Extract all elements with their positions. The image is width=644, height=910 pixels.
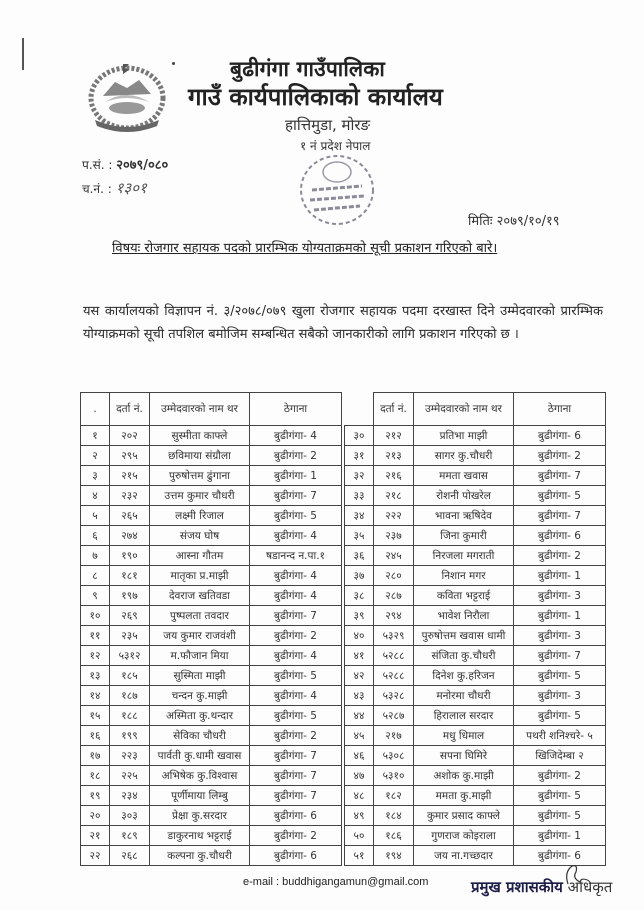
table-row bbox=[345, 766, 606, 786]
row-candidate-name: जय ना.गच्छदार bbox=[414, 846, 514, 866]
row-address: बुढीगंगा- 2 bbox=[514, 446, 606, 466]
row-candidate-name: निरजला मगराती bbox=[414, 546, 514, 566]
table-row bbox=[81, 546, 342, 566]
row-reg-no: २६८ bbox=[110, 846, 150, 866]
row-index: १ bbox=[81, 426, 110, 446]
row-reg-no: ५२८७ bbox=[374, 706, 414, 726]
row-address: बुढीगंगा- 6 bbox=[514, 526, 606, 546]
row-candidate-name: जय कुमार राजवंशी bbox=[150, 626, 250, 646]
table-row bbox=[345, 666, 606, 686]
row-reg-no: २३४ bbox=[110, 786, 150, 806]
row-address: बुढीगंगा- 4 bbox=[250, 526, 342, 546]
row-index: १३ bbox=[81, 666, 110, 686]
row-reg-no: २२५ bbox=[110, 766, 150, 786]
row-index: ३८ bbox=[345, 586, 374, 606]
row-reg-no: ५३१० bbox=[374, 766, 414, 786]
table-row bbox=[81, 726, 342, 746]
row-reg-no: २०२ bbox=[110, 426, 150, 446]
row-candidate-name: लक्ष्मी रिजाल bbox=[150, 506, 250, 526]
row-index: ४९ bbox=[345, 806, 374, 826]
row-index: ४७ bbox=[345, 766, 374, 786]
table-row bbox=[345, 626, 606, 646]
row-address: बुढीगंगा- 5 bbox=[250, 506, 342, 526]
row-candidate-name: मातृका प्र.माझी bbox=[150, 566, 250, 586]
row-address: बुढीगंगा- 7 bbox=[250, 486, 342, 506]
row-address: बुढीगंगा- 4 bbox=[250, 646, 342, 666]
row-reg-no: २१३ bbox=[374, 446, 414, 466]
table-row bbox=[81, 626, 342, 646]
row-reg-no: १८६ bbox=[374, 826, 414, 846]
table-row bbox=[81, 486, 342, 506]
table-row bbox=[345, 646, 606, 666]
row-candidate-name: पुरुषोत्तम ढुंगाना bbox=[150, 466, 250, 486]
fiscal-value: २०७९/०८० bbox=[116, 158, 169, 173]
header-index-blank bbox=[345, 393, 374, 426]
table-row bbox=[345, 466, 606, 486]
row-reg-no: ३०३ bbox=[110, 806, 150, 826]
row-address: बुढीगंगा- 6 bbox=[514, 846, 606, 866]
row-index: २१ bbox=[81, 826, 110, 846]
row-candidate-name: उत्तम कुमार चौधरी bbox=[150, 486, 250, 506]
table-row bbox=[81, 646, 342, 666]
row-candidate-name: गुणराज कोइराला bbox=[414, 826, 514, 846]
table-row bbox=[345, 546, 606, 566]
row-address: बुढीगंगा- 5 bbox=[514, 486, 606, 506]
row-reg-no: २१७ bbox=[374, 726, 414, 746]
table-row bbox=[81, 846, 342, 866]
row-address: बुढीगंगा- 6 bbox=[514, 426, 606, 446]
table-row bbox=[81, 586, 342, 606]
row-candidate-name: पूर्णीमाया लिम्बु bbox=[150, 786, 250, 806]
row-index: १५ bbox=[81, 706, 110, 726]
row-address: बुढीगंगा- 5 bbox=[250, 706, 342, 726]
table-row bbox=[345, 786, 606, 806]
row-index: ३२ bbox=[345, 466, 374, 486]
row-reg-no: २८० bbox=[374, 566, 414, 586]
row-address: बुढीगंगा- 4 bbox=[250, 686, 342, 706]
row-candidate-name: अस्मिता कु.थन्दार bbox=[150, 706, 250, 726]
row-candidate-name: डाकुरनाथ भट्टराई bbox=[150, 826, 250, 846]
row-candidate-name: संजय घोष bbox=[150, 526, 250, 546]
signature-scribble-icon bbox=[560, 862, 590, 886]
row-candidate-name: जिना कुमारी bbox=[414, 526, 514, 546]
table-row bbox=[345, 726, 606, 746]
row-candidate-name: पुरुषोत्तम खवास धामी bbox=[414, 626, 514, 646]
row-address: षडानन्द न.पा.१ bbox=[250, 546, 342, 566]
row-candidate-name: मनोरमा चौधरी bbox=[414, 686, 514, 706]
row-index: १४ bbox=[81, 686, 110, 706]
row-index: ७ bbox=[81, 546, 110, 566]
row-address: बुढीगंगा- 2 bbox=[250, 626, 342, 646]
row-reg-no: ५३२८ bbox=[374, 686, 414, 706]
table-row bbox=[81, 686, 342, 706]
row-reg-no: १८१ bbox=[110, 566, 150, 586]
row-index: ३५ bbox=[345, 526, 374, 546]
table-row bbox=[81, 746, 342, 766]
table-row bbox=[81, 446, 342, 466]
row-reg-no: २४५ bbox=[374, 546, 414, 566]
row-address: बुढीगंगा- 1 bbox=[514, 566, 606, 586]
row-reg-no: २८७ bbox=[374, 586, 414, 606]
row-reg-no: १९४ bbox=[374, 846, 414, 866]
table-row bbox=[345, 526, 606, 546]
header-reg-no: दर्ता नं. bbox=[374, 393, 414, 426]
row-reg-no: २६९ bbox=[110, 606, 150, 626]
row-candidate-name: सेविका चौधरी bbox=[150, 726, 250, 746]
table-header-row bbox=[81, 393, 342, 426]
row-candidate-name: सुस्मिता माझी bbox=[150, 666, 250, 686]
row-address: बुढीगंगा- 6 bbox=[250, 846, 342, 866]
row-candidate-name: कुमार प्रसाद काफ्ले bbox=[414, 806, 514, 826]
header-index: . bbox=[81, 393, 110, 426]
table-row bbox=[345, 826, 606, 846]
row-reg-no: १८७ bbox=[110, 686, 150, 706]
row-index: १९ bbox=[81, 786, 110, 806]
row-index: ५१ bbox=[345, 846, 374, 866]
row-candidate-name: अभिषेक कु.विश्वास bbox=[150, 766, 250, 786]
office-location: हात्तिमुडा, मोरङ bbox=[285, 116, 371, 134]
row-index: ४२ bbox=[345, 666, 374, 686]
province-name: १ नं प्रदेश नेपाल bbox=[300, 139, 371, 153]
row-reg-no: २१६ bbox=[374, 466, 414, 486]
table-header-row bbox=[345, 393, 606, 426]
row-reg-no: १९९ bbox=[110, 726, 150, 746]
row-candidate-name: देवराज खतिवडा bbox=[150, 586, 250, 606]
nepal-emblem-icon bbox=[85, 58, 169, 132]
row-reg-no: २७४ bbox=[110, 526, 150, 546]
row-address: बुढीगंगा- 5 bbox=[514, 706, 606, 726]
row-address: पथरी शनिश्चरे- ५ bbox=[514, 726, 606, 746]
signature-title-light: अधिकृत bbox=[562, 878, 613, 896]
row-candidate-name: मधु धिमाल bbox=[414, 726, 514, 746]
row-candidate-name: भावेश निरौला bbox=[414, 606, 514, 626]
row-candidate-name: कविता भट्टराई bbox=[414, 586, 514, 606]
row-candidate-name: निशान मगर bbox=[414, 566, 514, 586]
row-address: बुढीगंगा- 7 bbox=[514, 646, 606, 666]
row-candidate-name: सपना घिमिरे bbox=[414, 746, 514, 766]
table-row bbox=[81, 786, 342, 806]
table-row bbox=[81, 466, 342, 486]
row-address: बुढीगंगा- 4 bbox=[250, 566, 342, 586]
row-index: ४५ bbox=[345, 726, 374, 746]
table-row bbox=[81, 826, 342, 846]
office-seal-icon bbox=[292, 150, 382, 230]
row-reg-no: १८८ bbox=[110, 706, 150, 726]
contact-email: e-mail : buddhigangamun@gmail.com bbox=[243, 876, 429, 888]
row-index: ४८ bbox=[345, 786, 374, 806]
row-reg-no: ५३०८ bbox=[374, 746, 414, 766]
row-address: खिजिदेम्बा २ bbox=[514, 746, 606, 766]
row-reg-no: १८५ bbox=[110, 666, 150, 686]
row-index: २ bbox=[81, 446, 110, 466]
row-index: ४४ bbox=[345, 706, 374, 726]
row-index: ११ bbox=[81, 626, 110, 646]
row-reg-no: १८९ bbox=[110, 826, 150, 846]
row-address: बुढीगंगा- 7 bbox=[514, 466, 606, 486]
row-candidate-name: हिरालाल सरदार bbox=[414, 706, 514, 726]
row-address: बुढीगंगा- 3 bbox=[514, 586, 606, 606]
row-candidate-name: ममता खवास bbox=[414, 466, 514, 486]
row-address: बुढीगंगा- 1 bbox=[250, 466, 342, 486]
table-row bbox=[345, 746, 606, 766]
row-candidate-name: प्रतिभा माझी bbox=[414, 426, 514, 446]
row-candidate-name: कल्पना कु.चौधरी bbox=[150, 846, 250, 866]
row-reg-no: २१८ bbox=[374, 486, 414, 506]
row-index: ९ bbox=[81, 586, 110, 606]
row-candidate-name: प्रेक्षा कु.सरदार bbox=[150, 806, 250, 826]
fiscal-label: प.सं. : bbox=[82, 158, 113, 172]
row-index: १८ bbox=[81, 766, 110, 786]
row-index: ३३ bbox=[345, 486, 374, 506]
row-reg-no: ५२८८ bbox=[374, 646, 414, 666]
row-reg-no: २३७ bbox=[374, 526, 414, 546]
header-address: ठेगाना bbox=[250, 393, 342, 426]
row-reg-no: २९४ bbox=[374, 606, 414, 626]
row-index: १२ bbox=[81, 646, 110, 666]
row-index: ४६ bbox=[345, 746, 374, 766]
table-row bbox=[345, 566, 606, 586]
row-address: बुढीगंगा- 7 bbox=[250, 606, 342, 626]
table-row bbox=[345, 486, 606, 506]
row-address: बुढीगंगा- 5 bbox=[514, 786, 606, 806]
dispatch-value: १३०१ bbox=[115, 179, 147, 197]
table-row bbox=[81, 706, 342, 726]
row-address: बुढीगंगा- 4 bbox=[250, 586, 342, 606]
letter-date: मितिः २०७९/१०/१९ bbox=[468, 214, 560, 229]
row-candidate-name: आस्ना गौतम bbox=[150, 546, 250, 566]
row-candidate-name: छविमाया संग्रौला bbox=[150, 446, 250, 466]
header-reg-no: दर्ता नं. bbox=[110, 393, 150, 426]
row-candidate-name: म.फौजान मिया bbox=[150, 646, 250, 666]
row-address: बुढीगंगा- 3 bbox=[514, 626, 606, 646]
row-address: बुढीगंगा- 2 bbox=[250, 726, 342, 746]
row-index: ४३ bbox=[345, 686, 374, 706]
row-index: ४१ bbox=[345, 646, 374, 666]
row-address: बुढीगंगा- 5 bbox=[514, 666, 606, 686]
margin-mark bbox=[22, 38, 24, 70]
row-reg-no: २१५ bbox=[110, 466, 150, 486]
row-candidate-name: सागर कु.चौधरी bbox=[414, 446, 514, 466]
signature-title-bold: प्रमुख प्रशासकीय bbox=[471, 878, 563, 896]
row-candidate-name: भावना ऋषिदेव bbox=[414, 506, 514, 526]
row-index: १६ bbox=[81, 726, 110, 746]
row-index: ५० bbox=[345, 826, 374, 846]
row-index: ३१ bbox=[345, 446, 374, 466]
row-reg-no: २२२ bbox=[374, 506, 414, 526]
row-reg-no: १८२ bbox=[374, 786, 414, 806]
row-candidate-name: रोशनी पोखरेल bbox=[414, 486, 514, 506]
row-address: बुढीगंगा- 7 bbox=[250, 766, 342, 786]
row-index: ३९ bbox=[345, 606, 374, 626]
row-index: ५ bbox=[81, 506, 110, 526]
row-reg-no: २६५ bbox=[110, 506, 150, 526]
row-address: बुढीगंगा- 7 bbox=[250, 746, 342, 766]
row-address: बुढीगंगा- 2 bbox=[514, 766, 606, 786]
row-reg-no: २३२ bbox=[110, 486, 150, 506]
office-name: गाउँ कार्यपालिकाको कार्यालय bbox=[188, 83, 443, 111]
row-index: ४० bbox=[345, 626, 374, 646]
row-candidate-name: दिनेश कु.हरिजन bbox=[414, 666, 514, 686]
row-index: २० bbox=[81, 806, 110, 826]
row-index: ६ bbox=[81, 526, 110, 546]
table-row bbox=[345, 426, 606, 446]
decorative-dot bbox=[172, 62, 175, 65]
row-address: बुढीगंगा- 2 bbox=[250, 446, 342, 466]
candidate-table-right bbox=[344, 392, 606, 866]
dispatch-number-ref bbox=[82, 178, 147, 198]
row-reg-no: १९७ bbox=[110, 586, 150, 606]
signature-title bbox=[471, 877, 612, 897]
row-index: ३७ bbox=[345, 566, 374, 586]
letter-body: यस कार्यालयको विज्ञापन नं. ३/२०७८/०७९ खुला रोजगार सहायक पदमा दरखास्त दिने उम्मेदवारको प्रारम्भिक योग्याक्रमको सूची तपशिल बमोजिम सम्बन्धित सबैको जानकारीको लागि प्रकाशन गरिएको छ । bbox=[83, 304, 603, 342]
row-reg-no: १९० bbox=[110, 546, 150, 566]
table-row bbox=[345, 506, 606, 526]
table-row bbox=[81, 606, 342, 626]
table-row bbox=[81, 426, 342, 446]
row-address: बुढीगंगा- 6 bbox=[250, 806, 342, 826]
row-reg-no: २१२ bbox=[374, 426, 414, 446]
row-candidate-name: सुस्मीता काफ्ले bbox=[150, 426, 250, 446]
row-reg-no: ५३२९ bbox=[374, 626, 414, 646]
table-row bbox=[81, 666, 342, 686]
row-index: १७ bbox=[81, 746, 110, 766]
row-address: बुढीगंगा- 3 bbox=[514, 686, 606, 706]
row-reg-no: १८४ bbox=[374, 806, 414, 826]
row-index: ३० bbox=[345, 426, 374, 446]
row-index: ३४ bbox=[345, 506, 374, 526]
row-reg-no: ५२८८ bbox=[374, 666, 414, 686]
letter-subject: विषयः रोजगार सहायक पदको प्रारम्भिक योग्यताक्रमको सूची प्रकाशन गरिएको बारे। bbox=[112, 241, 498, 256]
row-reg-no: २३५ bbox=[110, 626, 150, 646]
row-index: २२ bbox=[81, 846, 110, 866]
row-index: ३६ bbox=[345, 546, 374, 566]
table-row bbox=[345, 446, 606, 466]
table-row bbox=[81, 806, 342, 826]
row-candidate-name: चन्दन कु.माझी bbox=[150, 686, 250, 706]
row-address: बुढीगंगा- 2 bbox=[514, 546, 606, 566]
row-address: बुढीगंगा- 1 bbox=[514, 826, 606, 846]
row-reg-no: २२३ bbox=[110, 746, 150, 766]
table-row bbox=[345, 686, 606, 706]
row-index: ३ bbox=[81, 466, 110, 486]
row-candidate-name: ममता कु.माझी bbox=[414, 786, 514, 806]
table-row bbox=[81, 766, 342, 786]
row-candidate-name: अशोक कु.माझी bbox=[414, 766, 514, 786]
row-address: बुढीगंगा- 4 bbox=[250, 426, 342, 446]
row-index: ८ bbox=[81, 566, 110, 586]
row-reg-no: ५३१२ bbox=[110, 646, 150, 666]
row-candidate-name: पुष्पलता तवदार bbox=[150, 606, 250, 626]
table-row bbox=[81, 526, 342, 546]
table-row bbox=[345, 586, 606, 606]
row-address: बुढीगंगा- 5 bbox=[514, 806, 606, 826]
row-address: बुढीगंगा- 2 bbox=[250, 826, 342, 846]
header-name: उम्मेदवारको नाम थर bbox=[414, 393, 514, 426]
row-address: बुढीगंगा- 7 bbox=[514, 506, 606, 526]
row-candidate-name: पार्वती कु.धामी खवास bbox=[150, 746, 250, 766]
table-row bbox=[345, 706, 606, 726]
header-name: उम्मेदवारको नाम थर bbox=[150, 393, 250, 426]
municipality-name: बुढीगंगा गाउँपालिका bbox=[230, 57, 386, 81]
table-row bbox=[345, 806, 606, 826]
header-address: ठेगाना bbox=[514, 393, 606, 426]
row-index: ४ bbox=[81, 486, 110, 506]
row-address: बुढीगंगा- 7 bbox=[250, 786, 342, 806]
table-row bbox=[81, 566, 342, 586]
row-address: बुढीगंगा- 5 bbox=[250, 666, 342, 686]
table-row bbox=[345, 606, 606, 626]
row-index: १० bbox=[81, 606, 110, 626]
row-candidate-name: संजिता कु.चौधरी bbox=[414, 646, 514, 666]
table-row bbox=[81, 506, 342, 526]
row-reg-no: २९५ bbox=[110, 446, 150, 466]
candidate-table-left bbox=[80, 392, 342, 866]
dispatch-label: च.नं. : bbox=[82, 182, 112, 196]
row-address: बुढीगंगा- 1 bbox=[514, 606, 606, 626]
fiscal-year-ref bbox=[82, 155, 168, 173]
